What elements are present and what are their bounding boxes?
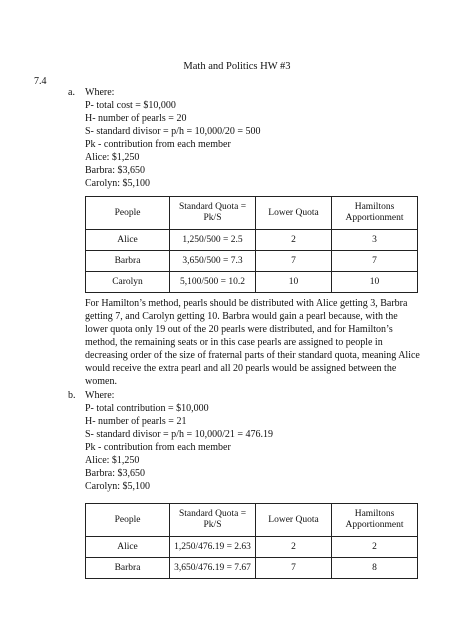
table-row bbox=[86, 272, 418, 293]
part-a-marker: a. bbox=[68, 87, 75, 98]
table-row bbox=[86, 251, 418, 272]
table-cell: Barbra bbox=[86, 558, 170, 579]
standard-divisor-line: S- standard divisor = p/h = 10,000/21 = 476.19 bbox=[85, 429, 274, 440]
column-header: Hamiltons Apportionment bbox=[332, 504, 418, 537]
table-cell: 1,250/476.19 = 2.63 bbox=[170, 537, 256, 558]
column-header: Hamiltons Apportionment bbox=[332, 197, 418, 230]
table-cell: 3 bbox=[332, 230, 418, 251]
apportionment-table-b bbox=[85, 503, 418, 579]
total-cost-line: P- total cost = $10,000 bbox=[85, 100, 176, 111]
table-cell: Barbra bbox=[86, 251, 170, 272]
table-cell: 10 bbox=[256, 272, 332, 293]
barbra-contribution-line: Barbra: $3,650 bbox=[85, 468, 145, 479]
table-row bbox=[86, 537, 418, 558]
column-header: People bbox=[86, 504, 170, 537]
pearl-count-line: H- number of pearls = 21 bbox=[85, 416, 187, 427]
total-contribution-line: P- total contribution = $10,000 bbox=[85, 403, 209, 414]
contribution-definition-line: Pk - contribution from each member bbox=[85, 442, 231, 453]
table-cell: 7 bbox=[256, 251, 332, 272]
carolyn-contribution-line: Carolyn: $5,100 bbox=[85, 178, 150, 189]
table-cell: 2 bbox=[332, 537, 418, 558]
table-cell: 3,650/476.19 = 7.67 bbox=[170, 558, 256, 579]
table-cell: 7 bbox=[256, 558, 332, 579]
carolyn-contribution-line: Carolyn: $5,100 bbox=[85, 481, 150, 492]
column-header: Standard Quota = Pk/S bbox=[170, 504, 256, 537]
table-row bbox=[86, 230, 418, 251]
problem-number: 7.4 bbox=[34, 76, 47, 87]
table-cell: 3,650/500 = 7.3 bbox=[170, 251, 256, 272]
column-header: Lower Quota bbox=[256, 504, 332, 537]
where-label: Where: bbox=[85, 87, 115, 98]
column-header: People bbox=[86, 197, 170, 230]
hamilton-explanation-paragraph: For Hamilton’s method, pearls should be distributed with Alice getting 3, Barbra getting 7, and Carolyn getting 10. Barbra would gain a pearl because, with the lower quota only 19 out of the 20 pearls were distributed, and for Hamilton’s method, the remaining seats or in this case pearls are assigned to people in decreasing order of the size of fraternal parts of their standard quota, meaning Alice would receive the extra pearl and all 20 pearls would be assigned between the women. bbox=[85, 298, 420, 387]
table-cell: 7 bbox=[332, 251, 418, 272]
table-cell: Alice bbox=[86, 230, 170, 251]
where-label: Where: bbox=[85, 390, 115, 401]
table-row bbox=[86, 558, 418, 579]
standard-divisor-line: S- standard divisor = p/h = 10,000/20 = 500 bbox=[85, 126, 261, 137]
table-cell: Alice bbox=[86, 537, 170, 558]
page-title: Math and Politics HW #3 bbox=[183, 61, 291, 72]
column-header: Standard Quota = Pk/S bbox=[170, 197, 256, 230]
part-b-givens bbox=[85, 389, 425, 493]
table-cell: 10 bbox=[332, 272, 418, 293]
part-a-givens bbox=[85, 86, 425, 190]
column-header: Lower Quota bbox=[256, 197, 332, 230]
table-cell: 2 bbox=[256, 230, 332, 251]
alice-contribution-line: Alice: $1,250 bbox=[85, 455, 140, 466]
table-cell: 2 bbox=[256, 537, 332, 558]
table-header-row bbox=[86, 197, 418, 230]
contribution-definition-line: Pk - contribution from each member bbox=[85, 139, 231, 150]
barbra-contribution-line: Barbra: $3,650 bbox=[85, 165, 145, 176]
apportionment-table-a bbox=[85, 196, 418, 293]
alice-contribution-line: Alice: $1,250 bbox=[85, 152, 140, 163]
table-cell: Carolyn bbox=[86, 272, 170, 293]
table-cell: 1,250/500 = 2.5 bbox=[170, 230, 256, 251]
part-b-marker: b. bbox=[68, 390, 76, 401]
table-header-row bbox=[86, 504, 418, 537]
table-cell: 5,100/500 = 10.2 bbox=[170, 272, 256, 293]
table-cell: 8 bbox=[332, 558, 418, 579]
pearl-count-line: H- number of pearls = 20 bbox=[85, 113, 187, 124]
